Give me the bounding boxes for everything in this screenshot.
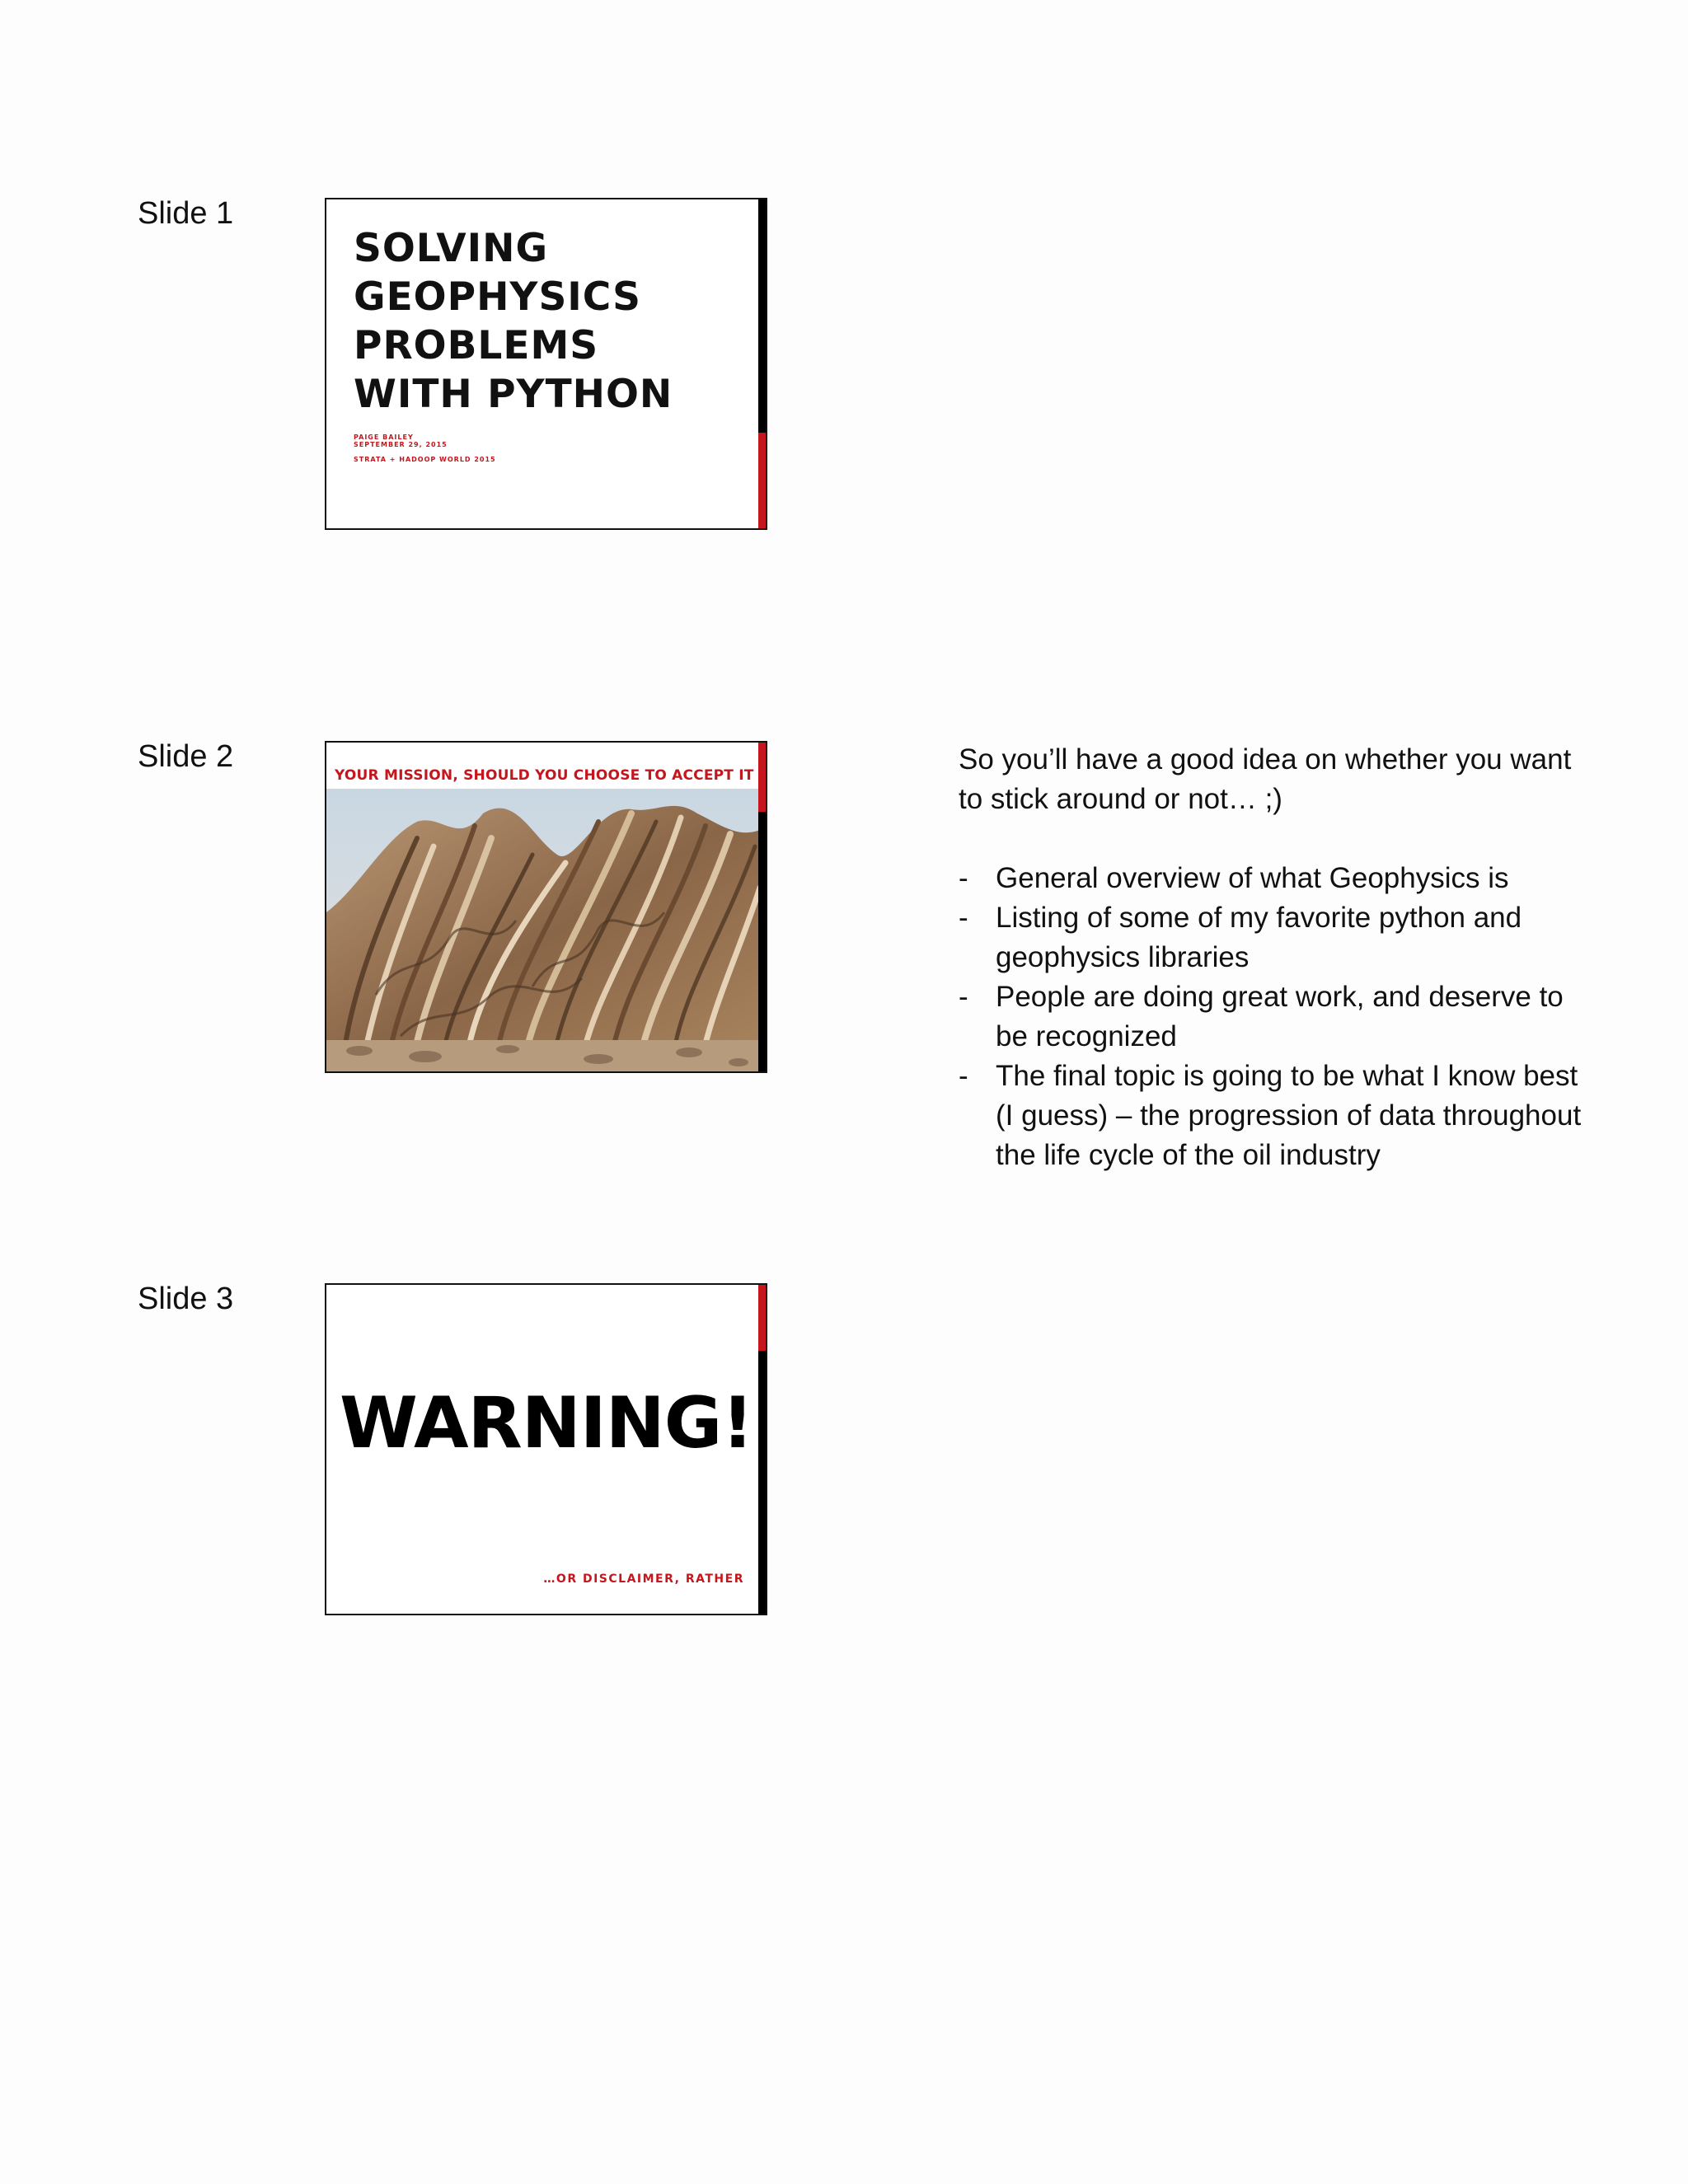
bullet-dash: - <box>959 862 968 894</box>
slide-3-thumbnail[interactable] <box>325 1283 767 1615</box>
event-name: STRATA + HADOOP WORLD 2015 <box>354 456 496 463</box>
bullet-text: People are doing great work, and deserve to be recognized <box>996 981 1564 1052</box>
slide-1-thumbnail[interactable] <box>325 198 767 530</box>
notes-intro: So you’ll have a good idea on whether you want to stick around or not… ;) <box>959 743 1572 815</box>
folded-rock-photo <box>326 789 760 1073</box>
slide-2-speaker-notes <box>959 740 1601 1175</box>
bullet-text: The final topic is going to be what I know best (I guess) – the progression of data throughout the life cycle of the oil industry <box>996 1060 1582 1171</box>
title-line: GEOPHYSICS <box>354 274 642 320</box>
slide-2-label: Slide 2 <box>138 739 234 774</box>
presentation-date: SEPTEMBER 29, 2015 <box>354 441 448 448</box>
slide-3-warning-text: WARNING! <box>340 1382 753 1465</box>
side-bar-red <box>758 433 766 530</box>
title-line: SOLVING <box>354 226 549 271</box>
slide-1-meta <box>354 434 496 463</box>
bullet-text: General overview of what Geophysics is <box>996 862 1509 894</box>
slide-2-thumbnail[interactable] <box>325 741 767 1073</box>
rock-strata-illustration <box>326 789 760 1073</box>
side-bar-red <box>758 1285 766 1351</box>
list-item <box>959 859 1601 898</box>
slide-3-subtitle: …OR DISCLAIMER, RATHER <box>543 1572 744 1586</box>
title-line: WITH PYTHON <box>354 372 673 417</box>
bullet-text: Listing of some of my favorite python and geophysics libraries <box>996 902 1522 973</box>
list-item <box>959 977 1601 1057</box>
bullet-dash: - <box>959 1060 968 1092</box>
bullet-dash: - <box>959 981 968 1013</box>
list-item <box>959 1057 1601 1175</box>
slide-2-heading: YOUR MISSION, SHOULD YOU CHOOSE TO ACCEPT IT <box>335 767 754 784</box>
title-line: PROBLEMS <box>354 323 599 368</box>
bullet-dash: - <box>959 902 968 934</box>
slide-3-label: Slide 3 <box>138 1282 234 1316</box>
list-item <box>959 898 1601 977</box>
side-bar-red <box>758 743 766 812</box>
notes-bullet-list <box>959 859 1601 1175</box>
slide-1-label: Slide 1 <box>138 196 234 231</box>
slide-1-title <box>354 224 741 419</box>
author-name: PAIGE BAILEY <box>354 434 414 441</box>
